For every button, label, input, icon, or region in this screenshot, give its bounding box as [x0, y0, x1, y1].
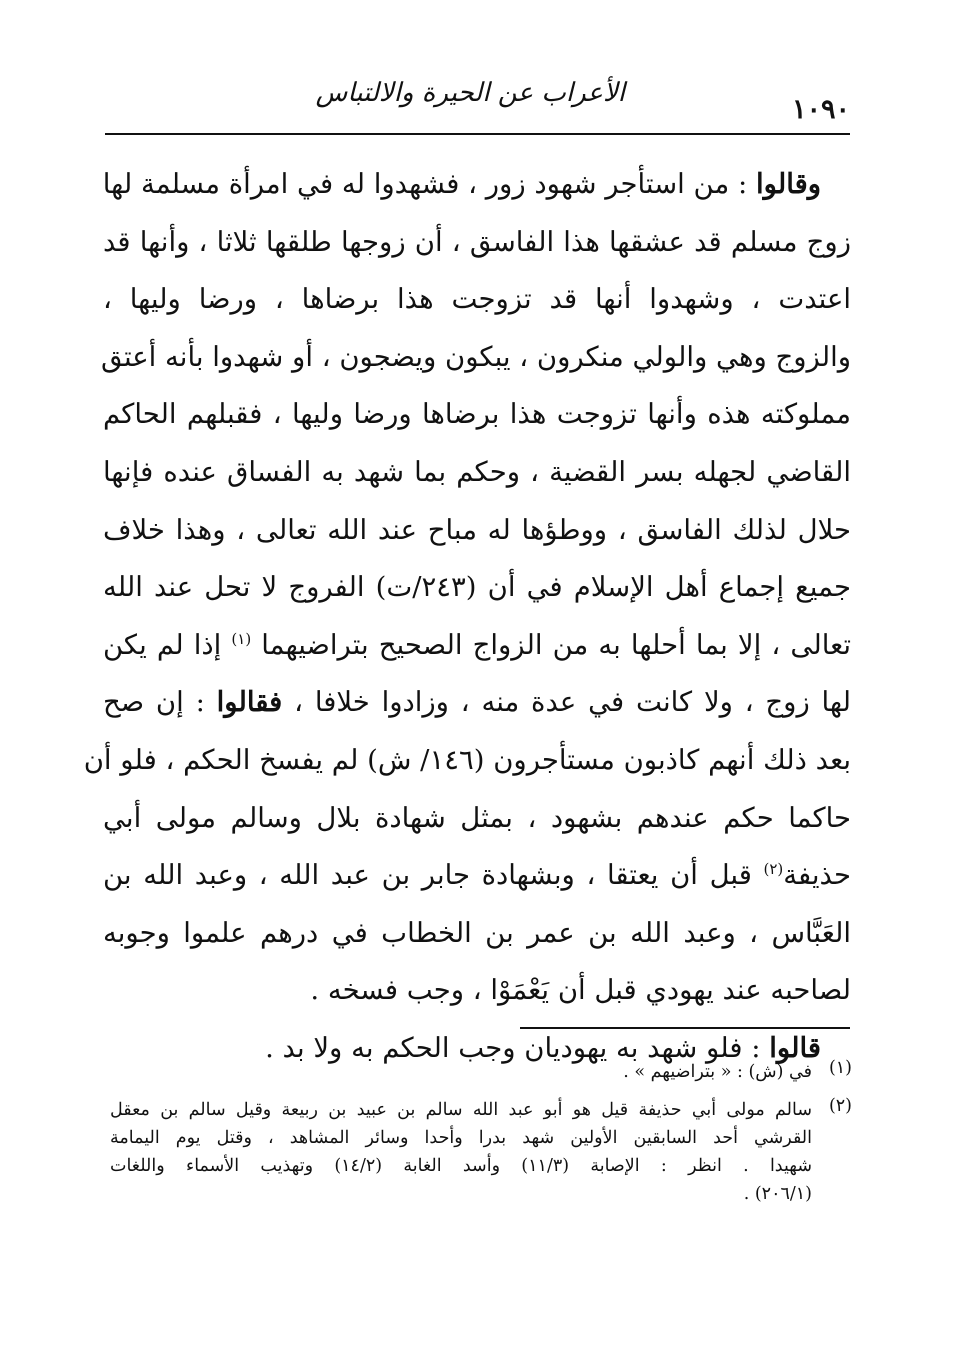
text-line: حلال لذلك الفاسق ، ووطؤها له مباح عند الله تعالى ، وهذا خلاف: [103, 513, 851, 546]
footnote-number: (٢): [828, 1096, 852, 1116]
footnote-line: (٢٠٦/١) .: [743, 1184, 812, 1204]
footnote-line: شهيدا . انظر : الإصابة (١١/٣) وأسد الغابة (١٤/٢) وتهذيب الأسماء واللغات: [110, 1156, 812, 1176]
page-number: ١٠٩٠: [791, 94, 850, 125]
speaker-label: وقالوا: [755, 168, 821, 200]
text-line: زوج مسلم قد عشقها هذا الفاسق ، أن زوجها طلقها ثلاثا ، وأنها قد: [103, 225, 851, 258]
speaker-label: قالوا: [769, 1031, 821, 1064]
footnote-line: القرشي أحد السابقين الأولين شهد بدرا وأحدا وسائر المشاهد ، وقتل يوم اليمامة: [110, 1128, 812, 1148]
footnote-rule: [520, 1027, 850, 1029]
text-line: اعتدت ، وشهدوا أنها قد تزوجت هذا برضاها ، ورضا وليها ،: [103, 283, 851, 316]
footnote-ref-2[interactable]: (٢): [763, 859, 784, 878]
footnote-line: في (ش) : « بتراضيهم » .: [623, 1062, 812, 1082]
footnote-1: [110, 1058, 852, 1086]
text-line: وقالوا : من استأجر شهود زور ، فشهدوا له في امرأة مسلمة لها: [102, 168, 821, 200]
text-line: العَبَّاس ، وعبد الله بن عمر بن الخطاب في درهم علموا وجوبه: [103, 916, 851, 949]
text-line: حذيفة$^{(٢)}$ قبل أن يعتقا ، وبشهادة جابر بن عبد الله ، وعبد الله بن: [103, 859, 851, 892]
header-rule: [105, 133, 850, 135]
footnote-2: [110, 1096, 852, 1208]
text-line: تعالى ، إلا بما أحلها به من الزواج الصحيح بتراضيهما $^{(١)}$ إذا لم يكن: [103, 628, 851, 661]
footnotes: [110, 1058, 852, 1208]
speaker-label: فقالوا: [216, 686, 283, 719]
text-line: جميع إجماع أهل الإسلام في أن (٢٤٣/ت) الفروج لا تحل عند الله: [103, 571, 851, 604]
text-line: بعد ذلك أنهم كاذبون مستأجرون (١٤٦/ ش) لم يفسخ الحكم ، فلو أن: [83, 743, 851, 776]
text-line: حاكما حكم عندهم بشهود ، بمثل شهادة بلال وسالم مولى أبي: [103, 801, 851, 834]
footnote-number: (١): [828, 1058, 852, 1078]
running-header: [105, 78, 850, 128]
text-line: القاضي لجهله بسر القضية ، وحكم بما شهد به الفساق عنده فإنها: [103, 455, 851, 488]
text-line: مملوكته هذه وأنها تزوجت هذا برضاها ورضا وليها ، فقبلهم الحاكم: [103, 398, 851, 431]
text-line: والزوج وهي والولي منكرون ، يبكون ويضجون ، أو شهدوا بأنه أعتق: [101, 340, 851, 373]
text-line: قالوا : فلو شهد به يهوديان وجب الحكم به ولا بد .: [265, 1031, 821, 1064]
footnote-ref-1[interactable]: (١): [231, 629, 252, 648]
book-title: الأعراب عن الحيرة والالتباس: [315, 78, 625, 108]
text-line: لصاحبه عند يهودي قبل أن يَعْمَوْا ، وجب فسخه .: [310, 974, 851, 1007]
text-line: لها زوج ، ولا كانت في عدة منه ، وزادوا خلافا ، فقالوا : إن صح: [103, 686, 851, 719]
footnote-line: سالم مولى أبي حذيفة قيل هو أبو عبد الله سالم بن عبيد بن ربيعة وقيل سالم بن معقل: [110, 1100, 812, 1120]
main-text: [83, 156, 851, 1078]
